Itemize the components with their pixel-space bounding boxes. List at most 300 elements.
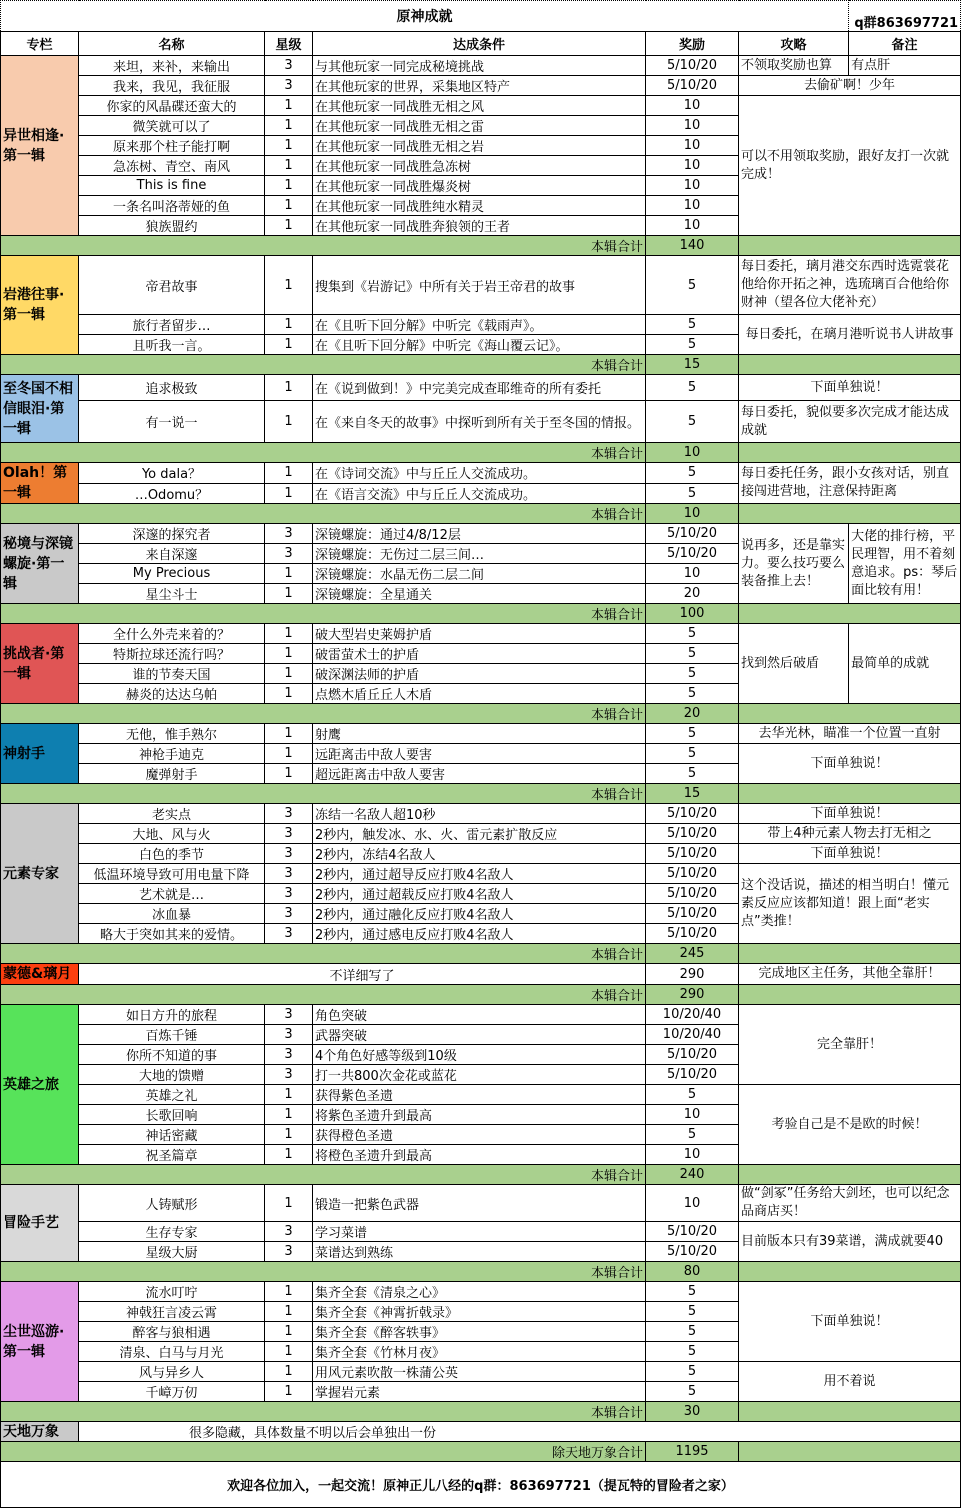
- total-value: 15: [646, 784, 739, 804]
- name-cell[interactable]: 白色的季节: [79, 844, 265, 864]
- strategy-cell[interactable]: [739, 1282, 961, 1362]
- total-blank: [739, 504, 961, 524]
- name-cell[interactable]: 追求极致: [79, 375, 265, 401]
- condition-cell[interactable]: 在《且听下回分解》中听完《海山覆云记》。: [313, 335, 646, 355]
- category-cell[interactable]: 英雄之旅: [1, 1005, 79, 1165]
- header-row: [1, 32, 961, 56]
- condition-cell[interactable]: 学习菜谱: [313, 1222, 646, 1242]
- stars-cell[interactable]: 1: [265, 1125, 313, 1145]
- name-cell[interactable]: My Precious: [79, 564, 265, 584]
- name-cell[interactable]: 低温环境导致可用电量下降: [79, 864, 265, 884]
- category-cell[interactable]: 挑战者·第一辑: [1, 624, 79, 704]
- name-cell[interactable]: 急冻树、青空、南风: [79, 156, 265, 176]
- reward-cell[interactable]: 5/10/20: [646, 864, 739, 884]
- name-cell[interactable]: …Odomu？: [79, 483, 265, 504]
- stars-cell[interactable]: 3: [265, 524, 313, 544]
- name-cell[interactable]: 你所不知道的事: [79, 1045, 265, 1065]
- condition-cell[interactable]: 破雷萤术士的护盾: [313, 644, 646, 664]
- stars-cell[interactable]: 1: [265, 196, 313, 216]
- condition-cell[interactable]: 射鹰: [313, 724, 646, 744]
- strategy-cell[interactable]: [739, 1362, 961, 1402]
- condition-cell[interactable]: 在《且听下回分解》中听完《载雨声》。: [313, 315, 646, 335]
- name-cell[interactable]: 老实点: [79, 804, 265, 824]
- table-row: [1, 96, 961, 116]
- name-cell[interactable]: 风与异乡人: [79, 1362, 265, 1382]
- condition-cell[interactable]: 将橙色圣遗升到最高: [313, 1145, 646, 1165]
- reward-cell[interactable]: 10: [646, 1145, 739, 1165]
- name-cell[interactable]: 谁的节奏天国: [79, 664, 265, 684]
- reward-cell[interactable]: 5/10/20: [646, 844, 739, 864]
- stars-cell[interactable]: 3: [265, 1065, 313, 1085]
- stars-cell[interactable]: 1: [265, 96, 313, 116]
- name-cell[interactable]: 深邃的探究者: [79, 524, 265, 544]
- reward-cell[interactable]: 10: [646, 176, 739, 196]
- stars-cell[interactable]: 1: [265, 1302, 313, 1322]
- name-cell[interactable]: 祝圣篇章: [79, 1145, 265, 1165]
- name-cell[interactable]: 全什么外壳来着的？: [79, 624, 265, 644]
- stars-cell[interactable]: 1: [265, 1185, 313, 1222]
- reward-cell[interactable]: 10: [646, 96, 739, 116]
- strategy-cell-text: 下面单独说！: [810, 379, 889, 395]
- stars-cell[interactable]: 1: [265, 315, 313, 335]
- reward-cell[interactable]: 5: [646, 724, 739, 744]
- reward-cell[interactable]: 5: [646, 1282, 739, 1302]
- total-value: 15: [646, 355, 739, 375]
- condition-cell[interactable]: 在其他玩家一同战胜纯水精灵: [313, 196, 646, 216]
- stars-cell[interactable]: 1: [265, 724, 313, 744]
- condition-cell[interactable]: 在其他玩家一同战胜奔狼领的王者: [313, 216, 646, 236]
- reward-cell[interactable]: 5: [646, 744, 739, 764]
- name-cell[interactable]: 千嶂万仞: [79, 1382, 265, 1402]
- condition-cell[interactable]: 深镜螺旋：水晶无伤二层二间: [313, 564, 646, 584]
- section-total-row: [1, 355, 961, 375]
- condition-cell[interactable]: 4个角色好感等级到10级: [313, 1045, 646, 1065]
- strategy-cell[interactable]: [739, 824, 961, 844]
- condition-cell[interactable]: 在《语言交流》中与丘丘人交流成功。: [313, 483, 646, 504]
- stars-cell[interactable]: 1: [265, 375, 313, 401]
- reward-cell[interactable]: 5/10/20: [646, 804, 739, 824]
- name-cell[interactable]: This is fine: [79, 176, 265, 196]
- reward-cell[interactable]: 5: [646, 463, 739, 484]
- strategy-cell-text: 做“剑冢”任务给大剑坯，也可以纪念品商店买！: [741, 1186, 950, 1219]
- stars-cell[interactable]: 1: [265, 401, 313, 443]
- condition-cell[interactable]: 角色突破: [313, 1005, 646, 1025]
- category-cell[interactable]: 岩港往事·第一辑: [1, 256, 79, 355]
- table-row: [1, 1085, 961, 1105]
- section-total-row: [1, 504, 961, 524]
- name-cell[interactable]: 来坦，来补，来输出: [79, 56, 265, 76]
- condition-cell[interactable]: 集齐全套《神霄折戟录》: [313, 1302, 646, 1322]
- reward-cell[interactable]: 10: [646, 136, 739, 156]
- reward-cell[interactable]: 10/20/40: [646, 1005, 739, 1025]
- stars-cell[interactable]: 1: [265, 1382, 313, 1402]
- name-cell[interactable]: 微笑就可以了: [79, 116, 265, 136]
- stars-cell[interactable]: 1: [265, 684, 313, 704]
- header-notes[interactable]: 备注: [849, 32, 961, 56]
- name-cell[interactable]: 赫炎的达达乌帕: [79, 684, 265, 704]
- reward-cell[interactable]: 10: [646, 116, 739, 136]
- total-label: 本辑合计: [1, 784, 646, 804]
- reward-cell[interactable]: 5: [646, 764, 739, 784]
- table-row: [1, 824, 961, 844]
- notes-cell-text: 大佬的排行榜，平民理智，用不着刻意追求。ps：琴后面比较有用！: [851, 528, 958, 598]
- stars-cell[interactable]: 1: [265, 216, 313, 236]
- section-total-row: [1, 985, 961, 1005]
- strategy-cell[interactable]: [739, 56, 849, 76]
- reward-cell[interactable]: 5/10/20: [646, 904, 739, 924]
- condition-cell[interactable]: 点燃木盾丘丘人木盾: [313, 684, 646, 704]
- stars-cell[interactable]: 3: [265, 924, 313, 944]
- condition-cell[interactable]: 用风元素吹散一株蒲公英: [313, 1362, 646, 1382]
- category-cell[interactable]: Olah！第一辑: [1, 463, 79, 504]
- category-cell[interactable]: 冒险手艺: [1, 1185, 79, 1262]
- total-blank: [739, 1442, 961, 1462]
- name-cell[interactable]: Yo dala？: [79, 463, 265, 484]
- strategy-cell-text: 下面单独说！: [810, 1313, 889, 1329]
- table-row: [1, 463, 961, 484]
- stars-cell[interactable]: 3: [265, 864, 313, 884]
- table-row: [1, 56, 961, 76]
- stars-cell[interactable]: 3: [265, 1222, 313, 1242]
- total-blank: [739, 704, 961, 724]
- reward-cell[interactable]: 10: [646, 216, 739, 236]
- strategy-cell[interactable]: [739, 864, 961, 944]
- stars-cell[interactable]: 1: [265, 1282, 313, 1302]
- table-row: [1, 804, 961, 824]
- stars-cell[interactable]: 3: [265, 544, 313, 564]
- condition-cell[interactable]: 获得紫色圣遗: [313, 1085, 646, 1105]
- total-blank: [739, 604, 961, 624]
- total-value: 290: [646, 985, 739, 1005]
- reward-cell[interactable]: 5: [646, 401, 739, 443]
- header-condition[interactable]: 达成条件: [313, 32, 646, 56]
- stars-cell[interactable]: 3: [265, 1045, 313, 1065]
- stars-cell[interactable]: 1: [265, 664, 313, 684]
- condition-cell[interactable]: 2秒内，冻结4名敌人: [313, 844, 646, 864]
- reward-cell[interactable]: 10: [646, 1185, 739, 1222]
- stars-cell[interactable]: 3: [265, 844, 313, 864]
- total-value: 30: [646, 1402, 739, 1422]
- name-cell[interactable]: 帝君故事: [79, 256, 265, 315]
- strategy-cell-text: 下面单独说！: [810, 845, 889, 861]
- condition-cell[interactable]: 冻结一名敌人超10秒: [313, 804, 646, 824]
- name-cell[interactable]: 狼族盟约: [79, 216, 265, 236]
- name-cell[interactable]: 旅行者留步…: [79, 315, 265, 335]
- condition-cell[interactable]: 在《来自冬天的故事》中探听到所有关于至冬国的情报。: [313, 401, 646, 443]
- stars-cell[interactable]: 1: [265, 463, 313, 484]
- strategy-cell[interactable]: [739, 375, 961, 401]
- strategy-cell[interactable]: [739, 844, 961, 864]
- condition-cell[interactable]: 集齐全套《醉客轶事》: [313, 1322, 646, 1342]
- stars-cell[interactable]: 3: [265, 1005, 313, 1025]
- condition-cell[interactable]: 将紫色圣遗升到最高: [313, 1105, 646, 1125]
- name-cell[interactable]: 冰血暴: [79, 904, 265, 924]
- notes-cell[interactable]: [849, 524, 961, 604]
- strategy-cell[interactable]: [739, 463, 961, 504]
- header-name[interactable]: 名称: [79, 32, 265, 56]
- reward-cell[interactable]: 5/10/20: [646, 824, 739, 844]
- condition-cell[interactable]: 2秒内，通过超导反应打败4名敌人: [313, 864, 646, 884]
- table-row: [1, 1005, 961, 1025]
- condition-cell[interactable]: 超远距离击中敌人要害: [313, 764, 646, 784]
- stars-cell[interactable]: 1: [265, 1342, 313, 1362]
- name-cell[interactable]: 流水叮咛: [79, 1282, 265, 1302]
- name-cell[interactable]: 生存专家: [79, 1222, 265, 1242]
- condition-cell[interactable]: 在其他玩家的世界，采集地区特产: [313, 76, 646, 96]
- category-cell[interactable]: 蒙德&璃月: [1, 964, 79, 985]
- stars-cell[interactable]: 1: [265, 1145, 313, 1165]
- name-cell[interactable]: 艺术就是…: [79, 884, 265, 904]
- strategy-cell[interactable]: [739, 96, 961, 236]
- name-cell[interactable]: 你家的风晶碟还蛮大的: [79, 96, 265, 116]
- condition-cell[interactable]: 在其他玩家一同战胜爆炎树: [313, 176, 646, 196]
- name-cell[interactable]: 百炼千锤: [79, 1025, 265, 1045]
- total-value: 20: [646, 704, 739, 724]
- condition-cell[interactable]: 掌握岩元素: [313, 1382, 646, 1402]
- reward-cell[interactable]: 5: [646, 256, 739, 315]
- name-cell[interactable]: 特斯拉球还流行吗？: [79, 644, 265, 664]
- condition-cell[interactable]: 集齐全套《竹林月夜》: [313, 1342, 646, 1362]
- reward-cell[interactable]: 5: [646, 335, 739, 355]
- stars-cell[interactable]: 1: [265, 644, 313, 664]
- stars-cell[interactable]: 1: [265, 116, 313, 136]
- stars-cell[interactable]: 1: [265, 483, 313, 504]
- table-row: [1, 744, 961, 764]
- name-cell[interactable]: 一条名叫洛蒂娅的鱼: [79, 196, 265, 216]
- category-cell[interactable]: 异世相逢·第一辑: [1, 56, 79, 236]
- header-reward[interactable]: 奖励: [646, 32, 739, 56]
- reward-cell[interactable]: 5/10/20: [646, 76, 739, 96]
- stars-cell[interactable]: 3: [265, 804, 313, 824]
- reward-cell[interactable]: 10: [646, 564, 739, 584]
- notes-cell[interactable]: [849, 56, 961, 76]
- reward-cell[interactable]: 290: [646, 964, 739, 985]
- notes-cell-text: 有点肝: [851, 57, 891, 73]
- condition-cell[interactable]: 2秒内，触发冰、水、火、雷元素扩散反应: [313, 824, 646, 844]
- condition-cell[interactable]: 在其他玩家一同战胜急冻树: [313, 156, 646, 176]
- reward-cell[interactable]: 5/10/20: [646, 56, 739, 76]
- reward-cell[interactable]: 10: [646, 196, 739, 216]
- name-cell[interactable]: 大地的馈赠: [79, 1065, 265, 1085]
- name-cell[interactable]: 神话密藏: [79, 1125, 265, 1145]
- name-cell[interactable]: 我来，我见，我征服: [79, 76, 265, 96]
- strategy-cell[interactable]: [739, 804, 961, 824]
- name-cell[interactable]: 如日方升的旅程: [79, 1005, 265, 1025]
- strategy-cell[interactable]: [739, 1222, 961, 1262]
- stars-cell[interactable]: 1: [265, 1105, 313, 1125]
- name-cell[interactable]: 无他，惟手熟尔: [79, 724, 265, 744]
- condition-cell[interactable]: 深镜螺旋：通过4/8/12层: [313, 524, 646, 544]
- total-value: 80: [646, 1262, 739, 1282]
- name-cell[interactable]: 人铸赋形: [79, 1185, 265, 1222]
- reward-cell[interactable]: 5/10/20: [646, 1242, 739, 1262]
- total-label: 本辑合计: [1, 443, 646, 463]
- name-cell[interactable]: 长歌回响: [79, 1105, 265, 1125]
- stars-cell[interactable]: 1: [265, 176, 313, 196]
- total-label: 本辑合计: [1, 944, 646, 964]
- strategy-cell[interactable]: [739, 76, 961, 96]
- category-cell[interactable]: 神射手: [1, 724, 79, 784]
- stars-cell[interactable]: 1: [265, 1322, 313, 1342]
- strategy-cell[interactable]: [739, 624, 849, 704]
- header-strategy[interactable]: 攻略: [739, 32, 849, 56]
- condition-cell[interactable]: 远距离击中敌人要害: [313, 744, 646, 764]
- reward-cell[interactable]: 10: [646, 156, 739, 176]
- name-cell[interactable]: 不详细写了: [79, 964, 646, 985]
- reward-cell[interactable]: 5/10/20: [646, 1065, 739, 1085]
- table-row: [1, 864, 961, 884]
- name-cell[interactable]: 英雄之礼: [79, 1085, 265, 1105]
- strategy-cell[interactable]: [739, 1085, 961, 1165]
- stars-cell[interactable]: 1: [265, 156, 313, 176]
- header-stars[interactable]: 星级: [265, 32, 313, 56]
- stars-cell[interactable]: 1: [265, 564, 313, 584]
- stars-cell[interactable]: 3: [265, 904, 313, 924]
- stars-cell[interactable]: 1: [265, 624, 313, 644]
- grand-total-value: 1195: [646, 1442, 739, 1462]
- reward-cell[interactable]: 5/10/20: [646, 1045, 739, 1065]
- table-row: [1, 401, 961, 443]
- condition-cell[interactable]: 打一共800次金花或蓝花: [313, 1065, 646, 1085]
- reward-cell[interactable]: 5: [646, 1322, 739, 1342]
- stars-cell[interactable]: 1: [265, 335, 313, 355]
- reward-cell[interactable]: 5: [646, 1302, 739, 1322]
- reward-cell[interactable]: 5: [646, 1085, 739, 1105]
- reward-cell[interactable]: 5: [646, 644, 739, 664]
- condition-cell[interactable]: 破深渊法师的护盾: [313, 664, 646, 684]
- condition-cell[interactable]: 2秒内，通过感电反应打败4名敌人: [313, 924, 646, 944]
- hidden-section-text[interactable]: 很多隐藏，具体数量不明以后会单独出一份: [79, 1422, 961, 1442]
- name-cell[interactable]: 原来那个柱子能打啊: [79, 136, 265, 156]
- condition-cell[interactable]: 2秒内，通过融化反应打败4名敌人: [313, 904, 646, 924]
- reward-cell[interactable]: 5: [646, 1125, 739, 1145]
- condition-cell[interactable]: 集齐全套《清泉之心》: [313, 1282, 646, 1302]
- reward-cell[interactable]: 20: [646, 584, 739, 604]
- stars-cell[interactable]: 1: [265, 1085, 313, 1105]
- name-cell[interactable]: 魔弹射手: [79, 764, 265, 784]
- condition-cell[interactable]: 搜集到《岩游记》中所有关于岩王帝君的故事: [313, 256, 646, 315]
- condition-cell[interactable]: 在其他玩家一同战胜无相之岩: [313, 136, 646, 156]
- strategy-cell[interactable]: [739, 256, 961, 315]
- reward-cell[interactable]: 5: [646, 1342, 739, 1362]
- category-cell[interactable]: 尘世巡游·第一辑: [1, 1282, 79, 1402]
- name-cell[interactable]: 清泉、白马与月光: [79, 1342, 265, 1362]
- stars-cell[interactable]: 3: [265, 824, 313, 844]
- stars-cell[interactable]: 3: [265, 56, 313, 76]
- condition-cell[interactable]: 破大型岩史莱姆护盾: [313, 624, 646, 644]
- total-label: 本辑合计: [1, 355, 646, 375]
- reward-cell[interactable]: 5: [646, 664, 739, 684]
- section-total-row: [1, 784, 961, 804]
- strategy-cell-text: 说再多，还是靠实力。要么技巧要么装备推上去！: [741, 537, 846, 589]
- stars-cell[interactable]: 3: [265, 1242, 313, 1262]
- reward-cell[interactable]: 5: [646, 684, 739, 704]
- name-cell[interactable]: 星级大厨: [79, 1242, 265, 1262]
- category-cell[interactable]: 秘境与深镜螺旋·第一辑: [1, 524, 79, 604]
- strategy-cell[interactable]: [739, 524, 849, 604]
- table-row: [1, 315, 961, 335]
- condition-cell[interactable]: 深镜螺旋：全星通关: [313, 584, 646, 604]
- reward-cell[interactable]: 5: [646, 315, 739, 335]
- reward-cell[interactable]: 5: [646, 1362, 739, 1382]
- condition-cell[interactable]: 在其他玩家一同战胜无相之风: [313, 96, 646, 116]
- table-row: [1, 624, 961, 644]
- reward-cell[interactable]: 5: [646, 483, 739, 504]
- total-value: 140: [646, 236, 739, 256]
- stars-cell[interactable]: 3: [265, 1025, 313, 1045]
- condition-cell[interactable]: 在其他玩家一同战胜无相之雷: [313, 116, 646, 136]
- category-cell[interactable]: 天地万象: [1, 1422, 79, 1442]
- condition-cell[interactable]: 在《说到做到！》中完美完成查耶维奇的所有委托: [313, 375, 646, 401]
- table-row: [1, 1362, 961, 1382]
- condition-cell[interactable]: 2秒内，通过超载反应打败4名敌人: [313, 884, 646, 904]
- condition-cell[interactable]: 菜谱达到熟练: [313, 1242, 646, 1262]
- name-cell[interactable]: 星尘斗士: [79, 584, 265, 604]
- total-value: 100: [646, 604, 739, 624]
- footer-row: [1, 1462, 961, 1508]
- reward-cell[interactable]: 10: [646, 1105, 739, 1125]
- reward-cell[interactable]: 5: [646, 624, 739, 644]
- strategy-cell[interactable]: [739, 315, 961, 355]
- category-cell[interactable]: 至冬国不相信眼泪·第一辑: [1, 375, 79, 443]
- stars-cell[interactable]: 1: [265, 764, 313, 784]
- name-cell[interactable]: 略大于突如其来的爱情。: [79, 924, 265, 944]
- strategy-cell-text: 带上4种元素人物去打无相之: [767, 825, 932, 841]
- stars-cell[interactable]: 1: [265, 256, 313, 315]
- strategy-cell[interactable]: [739, 1005, 961, 1085]
- condition-cell[interactable]: 武器突破: [313, 1025, 646, 1045]
- reward-cell[interactable]: 10/20/40: [646, 1025, 739, 1045]
- strategy-cell[interactable]: [739, 724, 961, 744]
- category-cell[interactable]: 元素专家: [1, 804, 79, 944]
- qq-group: q群863697721: [849, 1, 961, 32]
- name-cell[interactable]: 神戟狂言凌云霄: [79, 1302, 265, 1322]
- strategy-cell[interactable]: [739, 964, 961, 985]
- stars-cell[interactable]: 3: [265, 884, 313, 904]
- header-category[interactable]: 专栏: [1, 32, 79, 56]
- reward-cell[interactable]: 5/10/20: [646, 1222, 739, 1242]
- condition-cell[interactable]: 获得橙色圣遗: [313, 1125, 646, 1145]
- name-cell[interactable]: 大地、风与火: [79, 824, 265, 844]
- strategy-cell[interactable]: [739, 401, 961, 443]
- strategy-cell[interactable]: [739, 744, 961, 784]
- name-cell[interactable]: 醉客与狼相遇: [79, 1322, 265, 1342]
- stars-cell[interactable]: 3: [265, 76, 313, 96]
- reward-cell[interactable]: 5/10/20: [646, 524, 739, 544]
- name-cell[interactable]: 有一说一: [79, 401, 265, 443]
- reward-cell[interactable]: 5/10/20: [646, 544, 739, 564]
- reward-cell[interactable]: 5: [646, 1382, 739, 1402]
- sheet-title: 原神成就: [1, 1, 849, 32]
- name-cell[interactable]: 来自深邃: [79, 544, 265, 564]
- stars-cell[interactable]: 1: [265, 1362, 313, 1382]
- reward-cell[interactable]: 5/10/20: [646, 884, 739, 904]
- stars-cell[interactable]: 1: [265, 584, 313, 604]
- strategy-cell[interactable]: [739, 1185, 961, 1222]
- name-cell[interactable]: 且听我一言。: [79, 335, 265, 355]
- condition-cell[interactable]: 锻造一把紫色武器: [313, 1185, 646, 1222]
- reward-cell[interactable]: 5/10/20: [646, 924, 739, 944]
- notes-cell[interactable]: [849, 624, 961, 704]
- name-cell[interactable]: 神枪手迪克: [79, 744, 265, 764]
- stars-cell[interactable]: 1: [265, 136, 313, 156]
- reward-cell[interactable]: 5: [646, 375, 739, 401]
- stars-cell[interactable]: 1: [265, 744, 313, 764]
- section-total-row: [1, 944, 961, 964]
- condition-cell[interactable]: 在《诗词交流》中与丘丘人交流成功。: [313, 463, 646, 484]
- condition-cell[interactable]: 与其他玩家一同完成秘境挑战: [313, 56, 646, 76]
- condition-cell[interactable]: 深镜螺旋：无伤过二层三间…: [313, 544, 646, 564]
